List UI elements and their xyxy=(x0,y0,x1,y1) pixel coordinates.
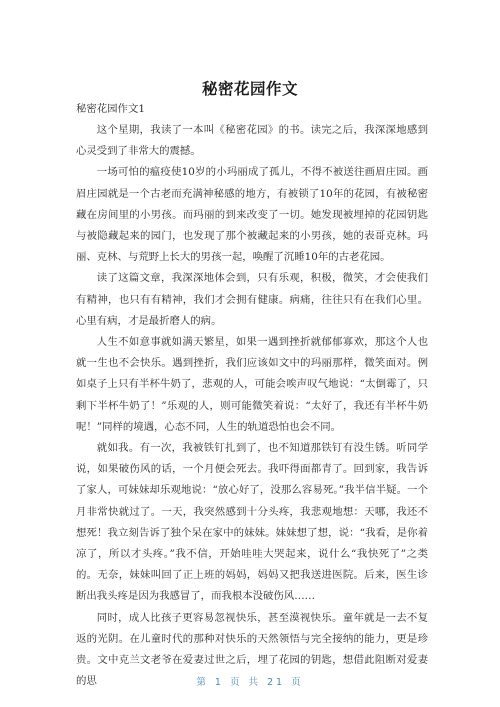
paragraph-4: 人生不如意事就如满天繁星，如果一遇到挫折就郁郁寡欢，那这个人也就一生也不会快乐。遇到挫折，我们应该如文中的玛丽那样，微笑面对。例如桌子上只有半杯牛奶了，悲观的人，可能会唉声叹气地说：“太倒霉了，只剩下半杯牛奶了！”乐观的人，则可能微笑着说：“太好了，我还有半杯牛奶呢！”同样的境遇，心态不同，人生的轨道恐怕也会不同。 xyxy=(76,336,428,433)
paragraph-3: 读了这篇文章，我深深地体会到，只有乐观，积极，微笑，才会使我们有精神，也只有有精神，我们才会拥有健康。病痛，往往只有在我们心里。心里有病，才是最折磨人的病。 xyxy=(76,272,428,327)
paragraph-6: 同时，成人比孩子更容易忽视快乐，甚至漠视快乐。童年就是一去不复返的光阴。在儿童时代的那种对快乐的天然领悟与完全接纳的能力，更是珍贵。文中克兰文老爷在爱妻过世之后，埋了花园的钥匙，想借此阻断对爱妻的思 xyxy=(76,611,428,688)
paragraph-5: 就如我。有一次，我被铁钉扎到了，也不知道那铁钉有没生锈。听同学说，如果破伤风的话，一个月便会死去。我吓得面都青了。回到家，我告诉了家人，可妹妹却乐观地说：“放心好了，没那么容易死。”我半信半疑。一个月非常快就过了。一天，我突然感到十分头疼，我悲观地想：天哪，我还不想死！我立刻告诉了独个呆在家中的妹妹。妹妹想了想，说：“我看，是你着凉了，所以才头疼。”我不信，开始哇哇大哭起来，说什么“我快死了”之类的。无奈，妹妹叫回了正上班的妈妈，妈妈又把我送进医院。后来，医生诊断出我头疼是因为我感冒了，而我根本没破伤风…… xyxy=(76,442,428,603)
page-number-footer: 第 1 页 共 21 页 xyxy=(196,677,304,688)
document-title: 秘密花园作文 xyxy=(201,80,298,98)
paragraph-1: 这个星期，我读了一本叫《秘密花园》的书。读完之后，我深深地感到心灵受到了非常大的震撼。 xyxy=(76,124,428,158)
document-body xyxy=(76,98,428,692)
section-heading: 秘密花园作文1 xyxy=(76,103,145,115)
paragraph-2: 一场可怕的瘟疫使10岁的小玛丽成了孤儿，不得不被送往画眉庄园。画眉庄园就是一个古老而充满神秘感的地方，有被锁了10年的花园，有被秘密藏在房间里的小男孩。而玛丽的到来改变了一切。她发现被埋掉的花园钥匙与被隐藏起来的园门，也发现了那个被藏起来的小男孩，她的表哥克林。玛丽、克林、与荒野上长大的男孩一起，唤醒了沉睡10年的古老花园。 xyxy=(76,166,428,264)
